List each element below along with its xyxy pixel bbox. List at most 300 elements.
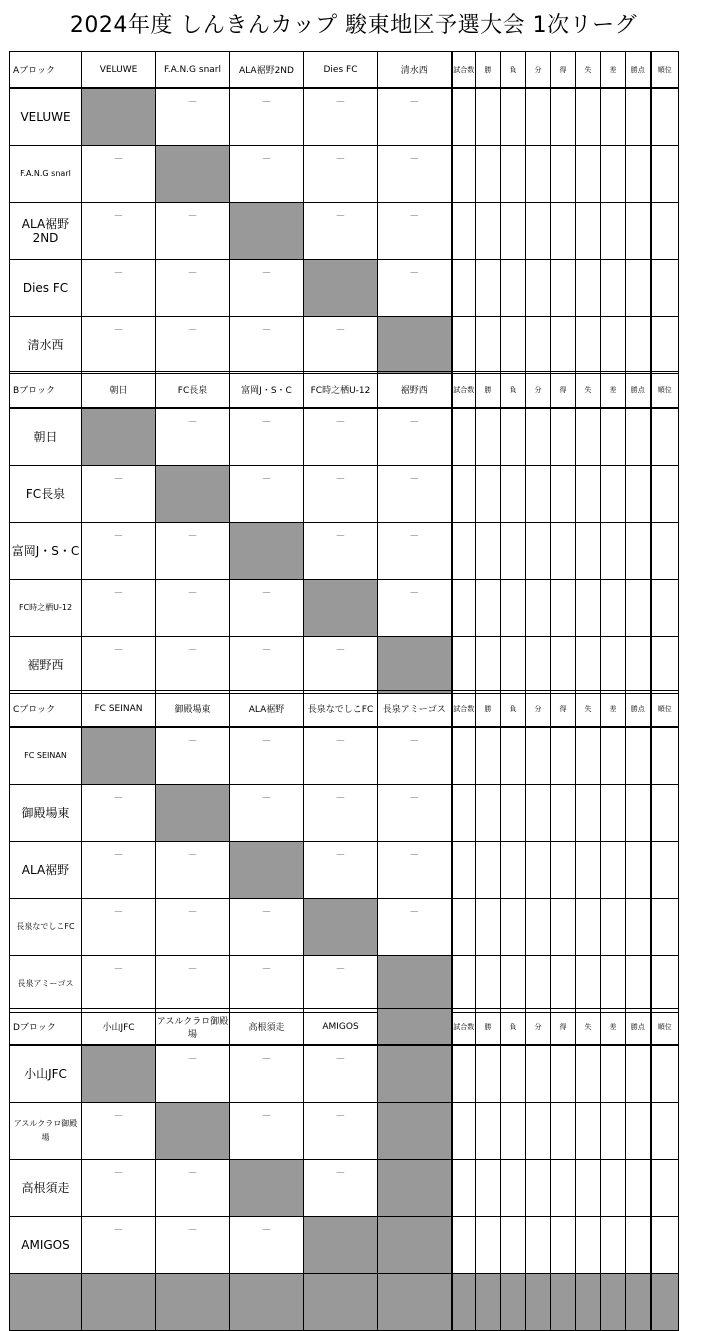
stat-cell[interactable] — [576, 88, 601, 146]
self-match-cell — [156, 146, 230, 203]
stat-cell[interactable] — [576, 317, 601, 374]
stat-cell[interactable] — [476, 466, 501, 523]
stat-cell[interactable] — [551, 785, 576, 842]
score-cell[interactable]: － — [230, 956, 304, 1013]
stat-cell[interactable] — [576, 466, 601, 523]
stat-cell[interactable] — [501, 260, 526, 317]
score-cell[interactable]: － — [82, 842, 156, 899]
score-cell[interactable]: － — [156, 1045, 230, 1103]
stat-cell[interactable] — [601, 466, 626, 523]
team-name: ALA裾野2ND — [10, 203, 82, 260]
stat-cell[interactable] — [651, 88, 679, 146]
stat-cell[interactable] — [476, 1217, 501, 1274]
stat-cell[interactable] — [626, 203, 651, 260]
score-cell[interactable]: － — [230, 466, 304, 523]
stat-cell[interactable] — [626, 466, 651, 523]
score-cell[interactable]: － — [378, 580, 452, 637]
stat-cell[interactable] — [501, 637, 526, 694]
team-row — [10, 88, 679, 146]
score-cell[interactable]: － — [82, 523, 156, 580]
score-cell[interactable]: － — [230, 88, 304, 146]
stat-cell[interactable] — [651, 260, 679, 317]
stat-cell[interactable] — [601, 637, 626, 694]
score-cell[interactable]: － — [304, 203, 378, 260]
stat-cell[interactable] — [576, 637, 601, 694]
team-row — [10, 466, 679, 523]
stat-cell[interactable] — [651, 1103, 679, 1160]
stat-cell[interactable] — [601, 260, 626, 317]
score-cell[interactable]: － — [304, 317, 378, 374]
stat-cell[interactable] — [576, 523, 601, 580]
opponent-header: FC時之栖U-12 — [304, 372, 378, 409]
stat-cell[interactable] — [576, 203, 601, 260]
stat-cell[interactable] — [551, 842, 576, 899]
opponent-header: 小山JFC — [82, 1009, 156, 1046]
stat-cell[interactable] — [601, 146, 626, 203]
stat-cell[interactable] — [452, 956, 476, 1013]
stat-cell[interactable] — [551, 203, 576, 260]
team-row — [10, 1160, 679, 1217]
score-cell[interactable]: － — [82, 899, 156, 956]
league-block-2 — [9, 690, 679, 1013]
stat-cell[interactable] — [526, 523, 551, 580]
score-cell[interactable]: － — [156, 956, 230, 1013]
stat-cell[interactable] — [651, 842, 679, 899]
stat-cell[interactable] — [576, 1045, 601, 1103]
stat-header: 試合数 — [452, 372, 476, 409]
stat-header: 差 — [601, 372, 626, 409]
stat-cell[interactable] — [601, 523, 626, 580]
stat-cell[interactable] — [526, 785, 551, 842]
stat-cell[interactable] — [476, 637, 501, 694]
stat-cell[interactable] — [601, 842, 626, 899]
score-cell[interactable]: － — [230, 1103, 304, 1160]
score-cell[interactable]: － — [156, 408, 230, 466]
stat-cell[interactable] — [476, 785, 501, 842]
score-cell[interactable]: － — [304, 1103, 378, 1160]
stat-cell[interactable] — [501, 580, 526, 637]
stat-cell[interactable] — [576, 727, 601, 785]
stat-cell[interactable] — [651, 523, 679, 580]
stat-cell[interactable] — [601, 88, 626, 146]
team-name: アスルクラロ御殿場 — [10, 1103, 82, 1160]
team-row — [10, 956, 679, 1013]
opponent-header: FC長泉 — [156, 372, 230, 409]
stat-cell[interactable] — [601, 727, 626, 785]
score-cell[interactable]: － — [230, 408, 304, 466]
score-cell[interactable]: － — [230, 580, 304, 637]
score-cell[interactable]: － — [378, 523, 452, 580]
stat-cell[interactable] — [601, 580, 626, 637]
team-row — [10, 637, 679, 694]
stat-cell[interactable] — [551, 1160, 576, 1217]
stat-cell[interactable] — [576, 408, 601, 466]
stat-cell[interactable] — [651, 146, 679, 203]
stat-header: 得 — [551, 372, 576, 409]
score-cell[interactable]: － — [378, 785, 452, 842]
stat-cell[interactable] — [501, 956, 526, 1013]
self-match-cell — [230, 1160, 304, 1217]
stat-cell[interactable] — [501, 1045, 526, 1103]
score-cell[interactable]: － — [304, 1045, 378, 1103]
stat-header: 失 — [576, 1009, 601, 1046]
stat-cell[interactable] — [626, 88, 651, 146]
stat-cell[interactable] — [526, 1045, 551, 1103]
stat-cell[interactable] — [651, 580, 679, 637]
stat-cell[interactable] — [501, 88, 526, 146]
stat-cell[interactable] — [626, 727, 651, 785]
stat-cell[interactable] — [526, 408, 551, 466]
stat-cell[interactable] — [452, 842, 476, 899]
stat-cell[interactable] — [476, 956, 501, 1013]
stat-cell[interactable] — [501, 1160, 526, 1217]
score-cell[interactable]: － — [82, 146, 156, 203]
stat-cell[interactable] — [601, 408, 626, 466]
stat-cell[interactable] — [626, 1045, 651, 1103]
score-cell[interactable]: － — [82, 203, 156, 260]
self-match-cell — [82, 1045, 156, 1103]
stat-header: 失 — [576, 52, 601, 89]
stat-cell[interactable] — [551, 317, 576, 374]
score-cell[interactable]: － — [156, 899, 230, 956]
stat-cell[interactable] — [452, 785, 476, 842]
stat-cell[interactable] — [526, 88, 551, 146]
stat-cell[interactable] — [626, 523, 651, 580]
score-cell[interactable]: － — [82, 1160, 156, 1217]
score-cell[interactable]: － — [304, 146, 378, 203]
stat-cell[interactable] — [526, 317, 551, 374]
stat-cell[interactable] — [551, 580, 576, 637]
score-cell[interactable]: － — [230, 727, 304, 785]
stat-cell[interactable] — [626, 956, 651, 1013]
team-name: 裾野西 — [10, 637, 82, 694]
stat-cell[interactable] — [476, 523, 501, 580]
stat-cell[interactable] — [626, 1103, 651, 1160]
self-match-cell — [230, 842, 304, 899]
stat-cell[interactable] — [601, 1160, 626, 1217]
stat-cell[interactable] — [551, 523, 576, 580]
score-cell[interactable]: － — [304, 727, 378, 785]
stat-cell[interactable] — [452, 580, 476, 637]
stat-header: 負 — [501, 372, 526, 409]
stat-cell[interactable] — [476, 408, 501, 466]
score-cell[interactable]: － — [304, 842, 378, 899]
stat-cell[interactable] — [501, 408, 526, 466]
score-cell[interactable]: － — [378, 727, 452, 785]
stat-cell[interactable] — [452, 1160, 476, 1217]
score-cell[interactable]: － — [156, 317, 230, 374]
stat-header: 失 — [576, 372, 601, 409]
stat-cell[interactable] — [626, 899, 651, 956]
stat-cell[interactable] — [651, 637, 679, 694]
stat-cell[interactable] — [452, 88, 476, 146]
stat-cell[interactable] — [476, 260, 501, 317]
score-cell[interactable]: － — [156, 637, 230, 694]
stat-cell[interactable] — [626, 1160, 651, 1217]
team-row — [10, 146, 679, 203]
stat-cell[interactable] — [626, 408, 651, 466]
stat-cell[interactable] — [526, 1103, 551, 1160]
stat-cell[interactable] — [551, 637, 576, 694]
stat-cell[interactable] — [651, 1045, 679, 1103]
score-cell[interactable]: － — [156, 727, 230, 785]
block-name: Dブロック — [10, 1009, 82, 1046]
stat-cell[interactable] — [551, 899, 576, 956]
opponent-header: 御殿場東 — [156, 691, 230, 728]
score-cell[interactable]: － — [82, 1103, 156, 1160]
stat-cell[interactable] — [526, 260, 551, 317]
score-cell[interactable]: － — [82, 580, 156, 637]
stat-cell[interactable] — [576, 146, 601, 203]
team-row — [10, 899, 679, 956]
opponent-header: アスルクラロ御殿場 — [156, 1009, 230, 1046]
stat-cell[interactable] — [452, 523, 476, 580]
score-cell[interactable]: － — [156, 260, 230, 317]
stat-cell[interactable] — [551, 1217, 576, 1274]
stat-cell[interactable] — [576, 899, 601, 956]
score-cell[interactable]: － — [156, 203, 230, 260]
stat-cell[interactable] — [476, 203, 501, 260]
stat-cell[interactable] — [626, 785, 651, 842]
opponent-header: Dies FC — [304, 52, 378, 89]
stat-cell[interactable] — [526, 146, 551, 203]
score-cell[interactable]: － — [304, 408, 378, 466]
score-cell[interactable]: － — [156, 1160, 230, 1217]
score-cell[interactable]: － — [82, 1217, 156, 1274]
stat-header: 分 — [526, 52, 551, 89]
stat-cell[interactable] — [452, 727, 476, 785]
unused-cell — [378, 1217, 452, 1274]
stat-cell[interactable] — [526, 727, 551, 785]
stat-cell[interactable] — [576, 580, 601, 637]
stat-cell[interactable] — [601, 1045, 626, 1103]
stat-header: 負 — [501, 52, 526, 89]
stat-cell[interactable] — [601, 1103, 626, 1160]
stat-cell[interactable] — [651, 408, 679, 466]
stat-cell[interactable] — [576, 1217, 601, 1274]
stat-cell[interactable] — [452, 317, 476, 374]
stat-cell[interactable] — [626, 317, 651, 374]
stat-cell[interactable] — [476, 1045, 501, 1103]
stat-cell[interactable] — [601, 899, 626, 956]
stat-cell[interactable] — [651, 466, 679, 523]
score-cell[interactable]: － — [304, 956, 378, 1013]
score-cell[interactable]: － — [156, 580, 230, 637]
stat-cell[interactable] — [551, 1103, 576, 1160]
stat-cell[interactable] — [626, 146, 651, 203]
stat-cell[interactable] — [476, 580, 501, 637]
stat-cell[interactable] — [576, 785, 601, 842]
score-cell[interactable]: － — [304, 523, 378, 580]
stat-cell[interactable] — [576, 1160, 601, 1217]
stat-cell[interactable] — [626, 1217, 651, 1274]
score-cell[interactable]: － — [304, 1160, 378, 1217]
stat-cell[interactable] — [452, 1045, 476, 1103]
opponent-header: F.A.N.G snarl — [156, 52, 230, 89]
score-cell[interactable]: － — [230, 146, 304, 203]
stat-cell[interactable] — [501, 466, 526, 523]
stat-cell[interactable] — [551, 260, 576, 317]
score-cell[interactable]: － — [82, 956, 156, 1013]
stat-cell[interactable] — [526, 203, 551, 260]
stat-cell[interactable] — [476, 317, 501, 374]
score-cell[interactable]: － — [230, 317, 304, 374]
stat-cell[interactable] — [651, 727, 679, 785]
stat-header: 順位 — [651, 52, 679, 89]
score-cell[interactable]: － — [156, 88, 230, 146]
score-cell[interactable]: － — [156, 1217, 230, 1274]
stat-cell[interactable] — [626, 260, 651, 317]
team-name: VELUWE — [10, 88, 82, 146]
stat-cell[interactable] — [501, 1103, 526, 1160]
stat-header: 試合数 — [452, 1009, 476, 1046]
stat-cell[interactable] — [576, 260, 601, 317]
team-name: 御殿場東 — [10, 785, 82, 842]
unused-cell — [378, 1160, 452, 1217]
stat-cell[interactable] — [526, 899, 551, 956]
team-row — [10, 842, 679, 899]
self-match-cell — [378, 637, 452, 694]
stat-cell[interactable] — [476, 1160, 501, 1217]
stat-cell[interactable] — [452, 1217, 476, 1274]
stat-cell[interactable] — [601, 203, 626, 260]
score-cell[interactable]: － — [230, 637, 304, 694]
stat-cell[interactable] — [576, 956, 601, 1013]
score-cell[interactable]: － — [378, 408, 452, 466]
stat-cell[interactable] — [651, 785, 679, 842]
score-cell[interactable]: － — [378, 899, 452, 956]
stat-cell[interactable] — [651, 203, 679, 260]
stat-cell[interactable] — [601, 1217, 626, 1274]
stat-cell[interactable] — [452, 899, 476, 956]
stat-cell[interactable] — [501, 842, 526, 899]
stat-cell[interactable] — [452, 466, 476, 523]
block-name: Aブロック — [10, 52, 82, 89]
stat-cell[interactable] — [526, 842, 551, 899]
stat-header: 失 — [576, 691, 601, 728]
stat-cell[interactable] — [576, 1103, 601, 1160]
stat-cell[interactable] — [501, 785, 526, 842]
score-cell[interactable]: － — [304, 466, 378, 523]
stat-cell[interactable] — [651, 1160, 679, 1217]
stat-cell[interactable] — [476, 146, 501, 203]
stat-cell[interactable] — [526, 1217, 551, 1274]
stat-cell[interactable] — [452, 408, 476, 466]
stat-cell[interactable] — [526, 956, 551, 1013]
stat-cell[interactable] — [626, 637, 651, 694]
score-cell[interactable]: － — [378, 146, 452, 203]
score-cell[interactable]: － — [378, 842, 452, 899]
stat-header: 勝点 — [626, 1009, 651, 1046]
stat-cell[interactable] — [651, 317, 679, 374]
stat-cell[interactable] — [601, 956, 626, 1013]
score-cell[interactable]: － — [82, 317, 156, 374]
stat-cell[interactable] — [452, 146, 476, 203]
self-match-cell — [304, 260, 378, 317]
stat-cell[interactable] — [551, 1045, 576, 1103]
score-cell[interactable]: － — [82, 260, 156, 317]
stat-cell[interactable] — [551, 146, 576, 203]
stat-header: 得 — [551, 691, 576, 728]
stat-cell[interactable] — [501, 203, 526, 260]
stat-header: 負 — [501, 691, 526, 728]
score-cell[interactable]: － — [378, 260, 452, 317]
stat-cell[interactable] — [476, 899, 501, 956]
stat-cell[interactable] — [601, 785, 626, 842]
score-cell[interactable]: － — [230, 785, 304, 842]
stat-cell[interactable] — [452, 203, 476, 260]
stat-header: 順位 — [651, 1009, 679, 1046]
stat-cell[interactable] — [501, 899, 526, 956]
stat-cell[interactable] — [551, 466, 576, 523]
team-name: ALA裾野 — [10, 842, 82, 899]
block-name: Cブロック — [10, 691, 82, 728]
score-cell[interactable]: － — [378, 203, 452, 260]
score-cell[interactable]: － — [378, 88, 452, 146]
score-cell[interactable]: － — [304, 637, 378, 694]
stat-cell[interactable] — [452, 1103, 476, 1160]
stat-cell[interactable] — [651, 1217, 679, 1274]
stat-cell[interactable] — [501, 523, 526, 580]
score-cell[interactable]: － — [156, 842, 230, 899]
stat-cell[interactable] — [526, 637, 551, 694]
score-cell[interactable]: － — [230, 1045, 304, 1103]
stat-cell[interactable] — [651, 956, 679, 1013]
stat-cell[interactable] — [551, 956, 576, 1013]
stat-cell[interactable] — [452, 260, 476, 317]
stat-cell[interactable] — [501, 1217, 526, 1274]
stat-cell[interactable] — [501, 727, 526, 785]
stat-cell[interactable] — [476, 727, 501, 785]
stat-cell[interactable] — [501, 317, 526, 374]
stat-cell[interactable] — [551, 727, 576, 785]
stat-header: 試合数 — [452, 691, 476, 728]
score-cell[interactable]: － — [304, 88, 378, 146]
block-header-row — [10, 52, 679, 89]
stat-cell[interactable] — [526, 580, 551, 637]
opponent-header: 富岡J・S・C — [230, 372, 304, 409]
stat-cell[interactable] — [476, 842, 501, 899]
opponent-header: AMIGOS — [304, 1009, 378, 1046]
score-cell[interactable]: － — [156, 523, 230, 580]
score-cell[interactable]: － — [230, 899, 304, 956]
score-cell[interactable]: － — [304, 785, 378, 842]
stat-cell[interactable] — [476, 1103, 501, 1160]
stat-cell[interactable] — [526, 1160, 551, 1217]
score-cell[interactable]: － — [230, 260, 304, 317]
stat-cell[interactable] — [551, 88, 576, 146]
stat-cell[interactable] — [476, 88, 501, 146]
score-cell[interactable]: － — [230, 1217, 304, 1274]
score-cell[interactable]: － — [378, 466, 452, 523]
stat-header: 勝 — [476, 372, 501, 409]
stat-cell[interactable] — [501, 146, 526, 203]
stat-cell[interactable] — [601, 317, 626, 374]
self-match-cell — [156, 466, 230, 523]
stat-cell[interactable] — [551, 408, 576, 466]
score-cell[interactable]: － — [82, 785, 156, 842]
stat-cell[interactable] — [576, 842, 601, 899]
stat-cell[interactable] — [526, 466, 551, 523]
stat-cell[interactable] — [626, 580, 651, 637]
unused-header-cell — [378, 1009, 452, 1046]
score-cell[interactable]: － — [82, 466, 156, 523]
stat-cell[interactable] — [626, 842, 651, 899]
stat-header: 分 — [526, 1009, 551, 1046]
stat-cell[interactable] — [452, 637, 476, 694]
stat-cell[interactable] — [651, 899, 679, 956]
score-cell[interactable]: － — [82, 637, 156, 694]
